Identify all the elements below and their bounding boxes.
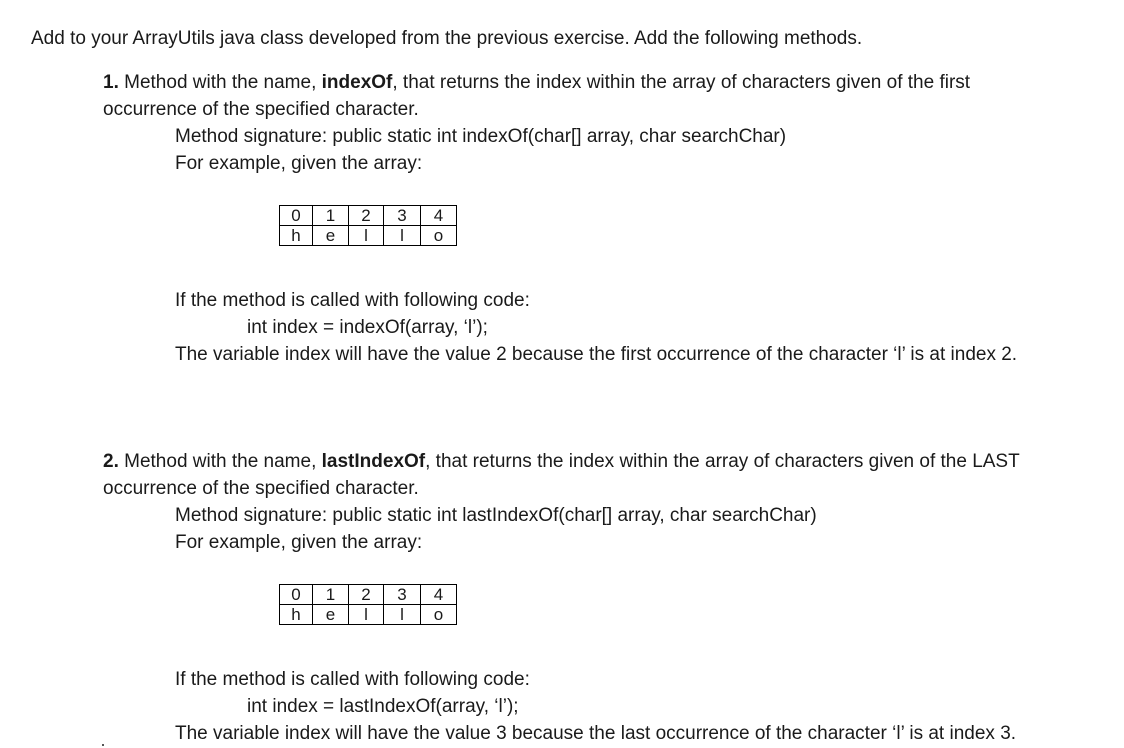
method2-heading-line2: occurrence of the specified character. [103,478,419,499]
array-value-cell: l [384,605,421,625]
method1-name: indexOf [321,72,393,93]
method2-signature: Method signature: public static int lastIndexOf(char[] array, char searchChar) [175,505,817,526]
array-index-row [280,206,457,226]
intro-text: Add to your ArrayUtils java class developed from the previous exercise. Add the following methods. [31,28,863,49]
method2-heading [103,450,1020,474]
method1-example-intro: For example, given the array: [175,153,423,174]
array-value-cell: e [313,226,349,246]
array-index-cell: 2 [349,206,384,226]
array-value-cell: h [280,605,313,625]
method1-pre: Method with the name, [118,72,322,93]
array-index-cell: 0 [280,206,313,226]
array-value-row [280,226,457,246]
array-index-row [280,585,457,605]
method2-array-table [279,584,457,625]
method2-pre: Method with the name, [118,451,322,472]
method1-heading-line2: occurrence of the specified character. [103,99,419,120]
array-index-cell: 1 [313,585,349,605]
array-index-cell: 3 [384,206,421,226]
array-value-cell: o [421,605,457,625]
array-value-cell: l [349,226,384,246]
method2-name: lastIndexOf [321,451,426,472]
method1-result: The variable index will have the value 2 because the first occurrence of the character ‘l’ is at index 2. [175,344,1018,365]
method1-number: 1. [103,72,119,93]
array-index-cell: 2 [349,585,384,605]
method1-post: , that returns the index within the array of characters given of the first [392,72,971,93]
array-index-cell: 4 [421,585,457,605]
method1-signature: Method signature: public static int indexOf(char[] array, char searchChar) [175,126,787,147]
array-value-cell: o [421,226,457,246]
array-index-cell: 4 [421,206,457,226]
array-value-cell: l [384,226,421,246]
array-value-cell: l [349,605,384,625]
page-corner-mark [102,744,104,746]
array-index-cell: 1 [313,206,349,226]
method1-code: int index = indexOf(array, ‘l’); [247,317,488,338]
method1-array-table [279,205,457,246]
method2-result: The variable index will have the value 3 because the last occurrence of the character ‘l’ is at index 3. [175,723,1017,744]
array-value-cell: h [280,226,313,246]
method2-code: int index = lastIndexOf(array, ‘l’); [247,696,519,717]
method2-number: 2. [103,451,119,472]
method1-heading [103,71,970,95]
method2-call-intro: If the method is called with following code: [175,669,530,690]
array-index-cell: 0 [280,585,313,605]
method2-post: , that returns the index within the array of characters given of the LAST [425,451,1020,472]
array-value-cell: e [313,605,349,625]
array-index-cell: 3 [384,585,421,605]
method1-call-intro: If the method is called with following code: [175,290,530,311]
method2-example-intro: For example, given the array: [175,532,423,553]
array-value-row [280,605,457,625]
